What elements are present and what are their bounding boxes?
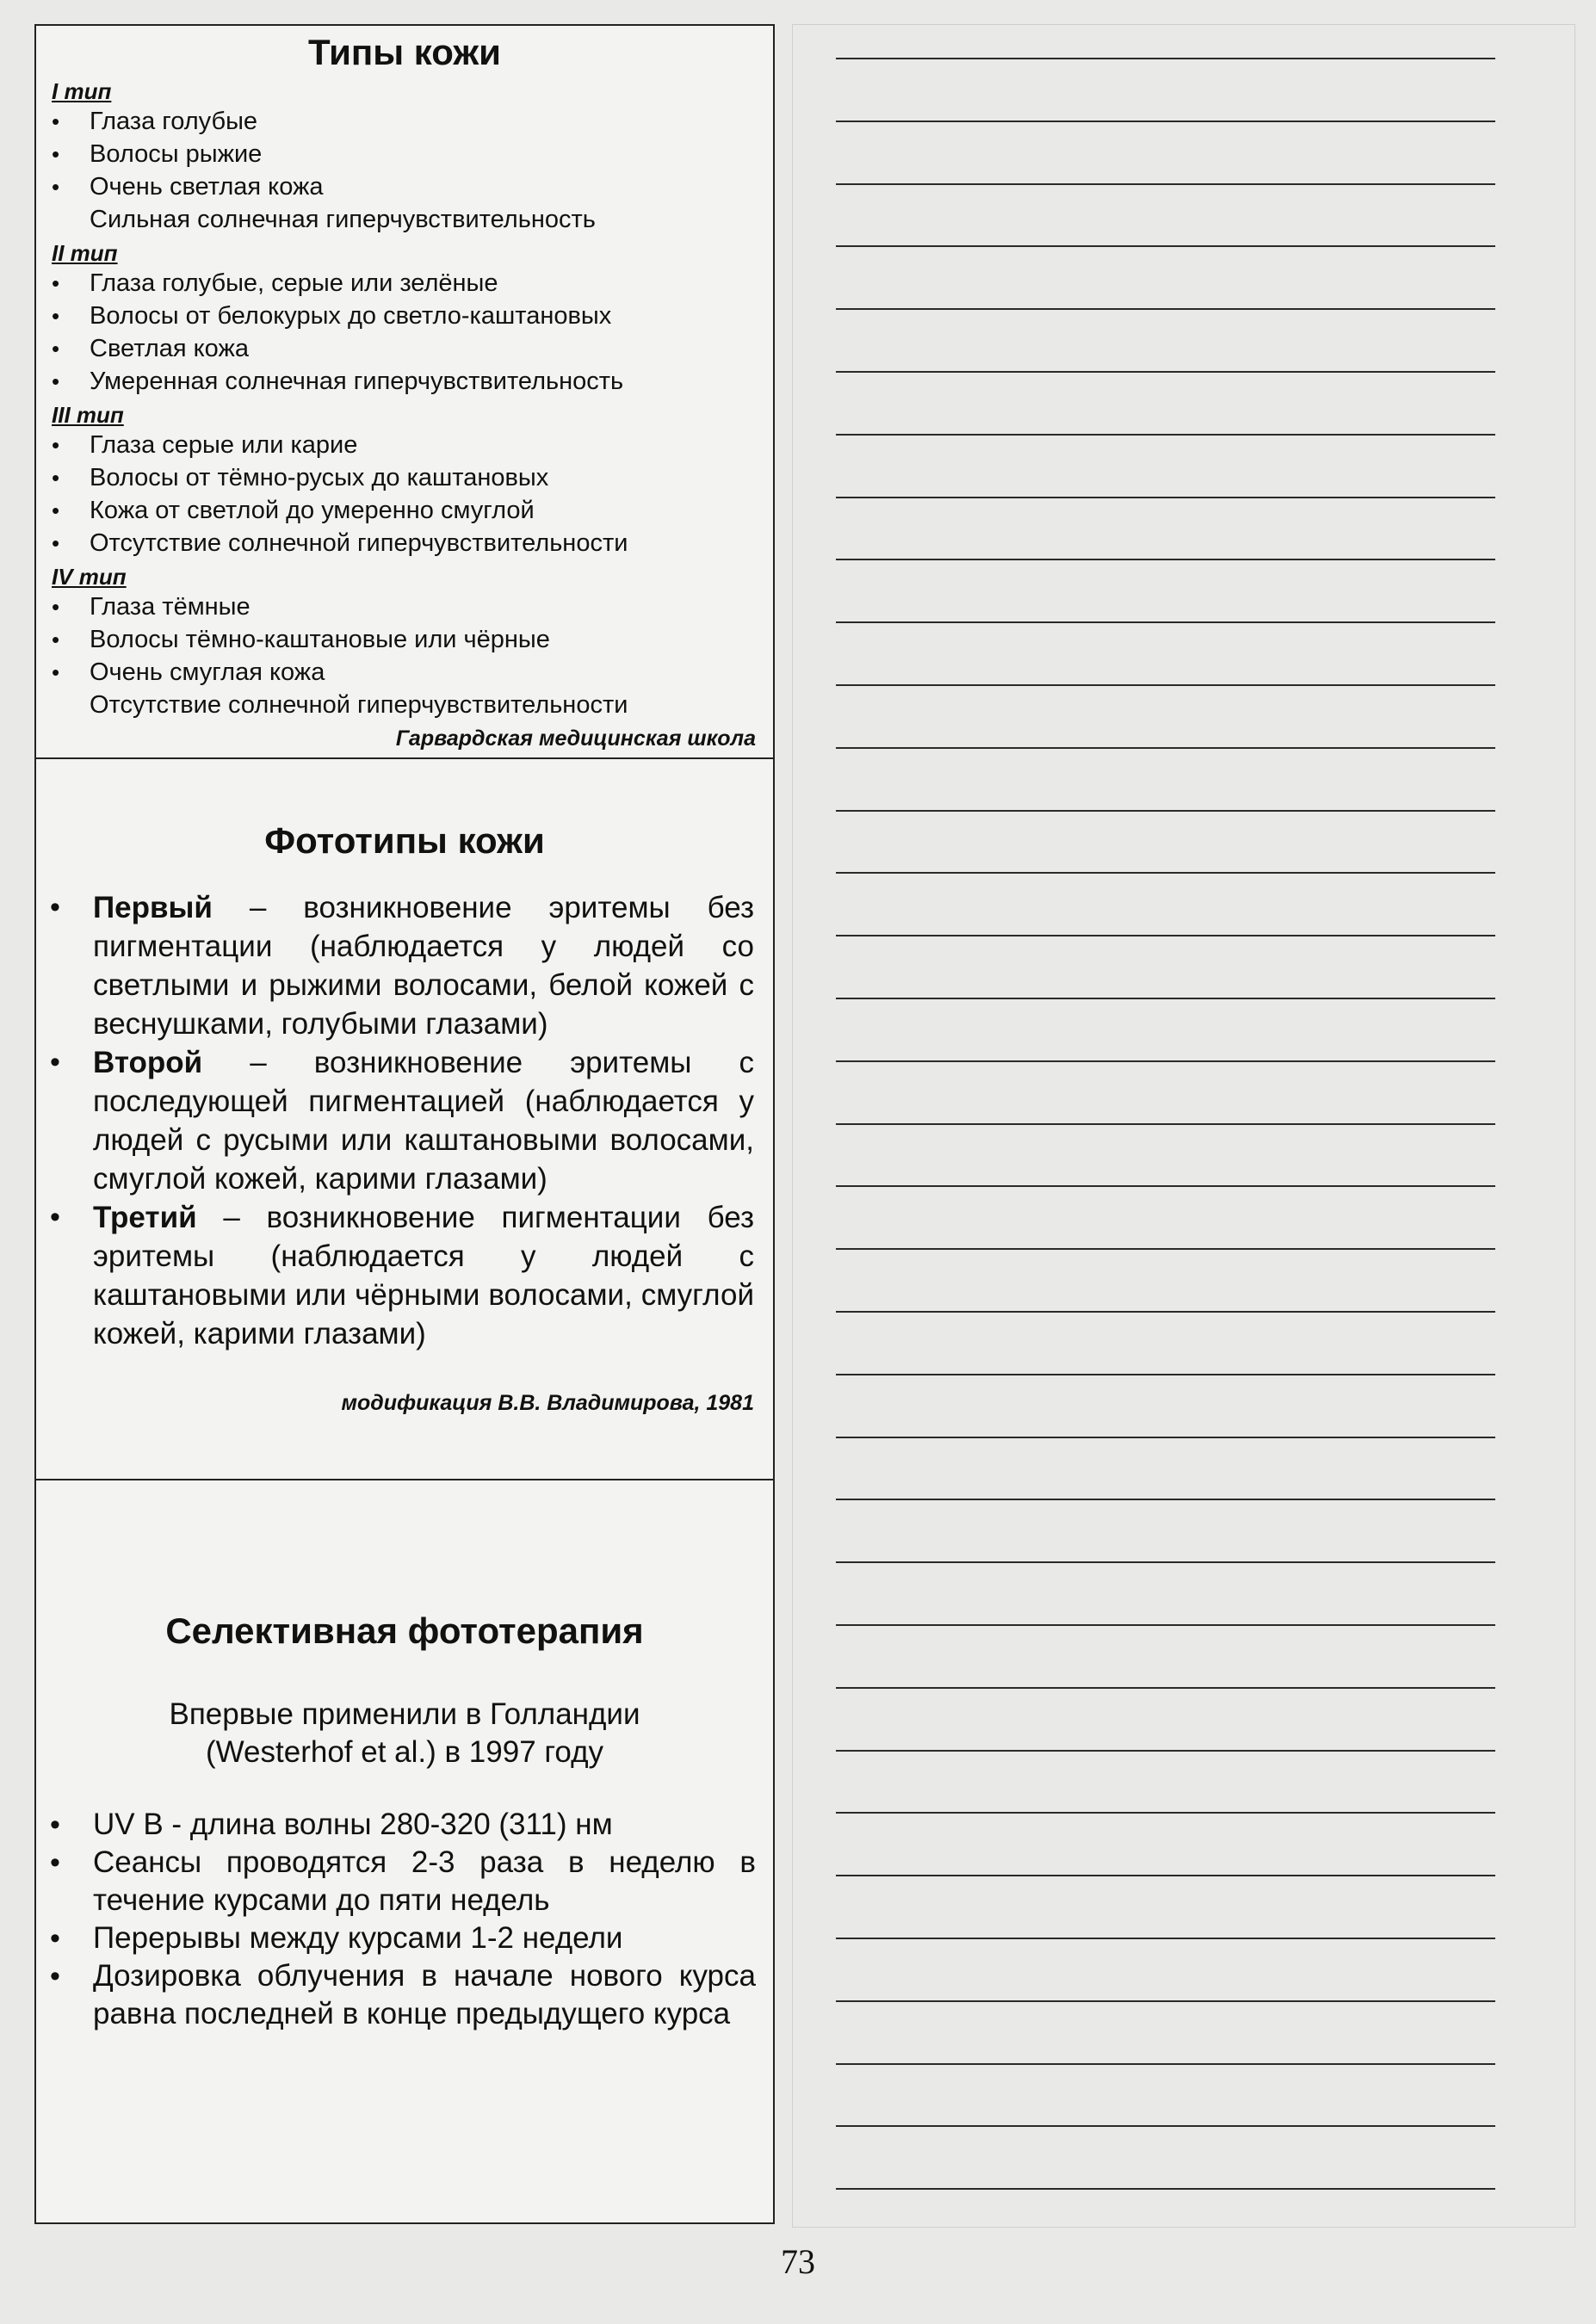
page-number: 73 [781,2242,815,2281]
list-item: • Глаза голубые, серые или зелёные [36,267,773,300]
list-item [36,888,773,1043]
note-line [836,998,1495,999]
skin-type-group [36,563,773,721]
note-line [836,1750,1495,1752]
slide-selective-phototherapy [34,1479,775,2224]
note-line [836,1875,1495,1876]
note-line [836,1185,1495,1187]
note-line [836,1248,1495,1250]
note-line [836,2063,1495,2065]
note-line [836,121,1495,122]
phototype-term: Первый [93,891,213,924]
skin-type-group [36,77,773,236]
note-line [836,1938,1495,1939]
intro-text [36,1696,773,1771]
list-item: • Умеренная солнечная гиперчувствительность [36,365,773,398]
source-credit: Гарвардская медицинская школа [395,726,756,751]
note-line [836,935,1495,936]
slide-title: Селективная фототерапия [165,1610,644,1651]
slide-phototypes [34,757,775,1480]
list-item: • Кожа от светлой до умеренно смуглой [36,494,773,527]
note-line [836,1561,1495,1563]
note-line [836,2188,1495,2190]
type-heading: I тип [52,78,112,104]
skin-type-group [36,401,773,559]
slide-skin-types [34,24,775,759]
list-item: • Перерывы между курсами 1-2 недели [36,1919,773,1957]
note-line [836,1499,1495,1500]
note-line [836,872,1495,874]
note-line [836,1060,1495,1062]
note-line [836,245,1495,247]
phototype-description: – возникновение эритемы без пигментации (наблюдается у людей со светлыми и рыжими волосами, белой кожей с веснушками, голубыми глазами) [93,891,754,1041]
list-item: • Светлая кожа [36,332,773,365]
note-line [836,308,1495,310]
intro-line: Впервые применили в Голландии [169,1697,640,1731]
note-line [836,1311,1495,1313]
intro-line: (Westerhof et al.) в 1997 году [205,1735,604,1769]
slide-title: Типы кожи [308,32,501,72]
note-line [836,621,1495,623]
skin-type-group [36,239,773,398]
list-item: • Волосы тёмно-каштановые или чёрные [36,623,773,656]
list-item: • Глаза серые или карие [36,429,773,461]
list-item: • Очень смуглая кожа [36,656,773,689]
list-item: • UV B - длина волны 280-320 (311) нм [36,1806,773,1844]
source-credit: модификация В.В. Владимирова, 1981 [341,1391,754,1415]
phototype-term: Второй [93,1046,203,1079]
type-heading: III тип [52,402,124,428]
note-line [836,1123,1495,1125]
type-heading: IV тип [52,564,127,590]
note-line [836,1687,1495,1689]
note-line [836,183,1495,185]
note-line [836,497,1495,498]
list-item: • Глаза тёмные [36,590,773,623]
list-item [36,1043,773,1198]
note-line [836,2125,1495,2127]
list-item: • Сеансы проводятся 2-3 раза в неделю в течение курсами до пяти недель [36,1844,773,1919]
list-item: • Волосы от тёмно-русых до каштановых [36,461,773,494]
list-item: • Волосы рыжие [36,138,773,170]
note-line [836,1624,1495,1626]
note-line [836,810,1495,812]
note-line [836,434,1495,436]
list-item: • Дозировка облучения в начале нового курса равна последней в конце предыдущего курса [36,1957,773,2033]
note-line [836,371,1495,373]
note-line [836,2000,1495,2002]
list-item: Сильная солнечная гиперчувствительность [90,206,596,233]
note-line [836,1374,1495,1375]
type-heading: II тип [52,240,118,266]
phototype-description: – возникновение пигментации без эритемы (наблюдается у людей с каштановыми или чёрными волосами, смуглой кожей, карими глазами) [93,1201,754,1351]
list-item: Отсутствие солнечной гиперчувствительности [90,691,628,719]
note-line [836,1812,1495,1814]
list-item [36,1198,773,1353]
phototype-term: Третий [93,1201,197,1234]
note-line [836,559,1495,560]
note-line [836,1437,1495,1438]
list-item: • Отсутствие солнечной гиперчувствительности [36,527,773,559]
note-line [836,58,1495,59]
note-line [836,684,1495,686]
phototype-description: – возникновение эритемы с последующей пигментацией (наблюдается у людей с русыми или каштановыми волосами, смуглой кожей, карими глазами) [93,1046,754,1196]
slide-title: Фототипы кожи [264,820,545,861]
list-item: • Очень светлая кожа [36,170,773,203]
list-item: • Волосы от белокурых до светло-каштановых [36,300,773,332]
note-line [836,747,1495,749]
list-item: • Глаза голубые [36,105,773,138]
notes-area [792,24,1575,2228]
